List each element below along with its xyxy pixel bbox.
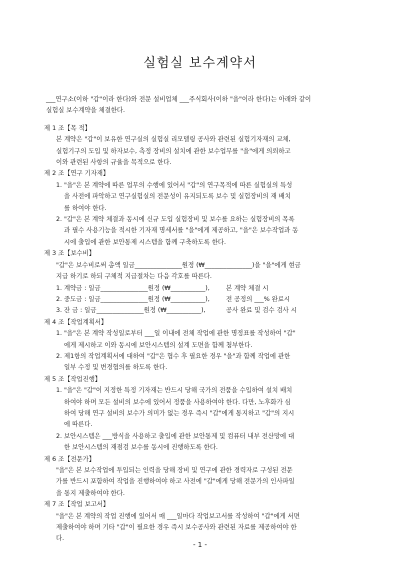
- section-text: 다.: [56, 535, 65, 543]
- section-4: [44, 317, 362, 374]
- clause-line: 한 보안시스템의 재점검 보수를 동시에 진행하도록 한다.: [64, 444, 218, 452]
- section-text: "갑"은 보수비로써 총액 일금_______________원정 (₩_______________)을 "을"에게 현금: [56, 261, 301, 269]
- section-text: 제출하여야 하며 기타 "갑"이 필요한 경우 즉시 보수공사와 관련된 자료를 제공하여야 한: [56, 524, 297, 532]
- clause-line: 1. "을"은 "갑"이 지정한 특정 기자재는 반드시 당해 국가의 전품을 수입하여 설치 배치: [56, 387, 293, 395]
- clause-line: 에게 제시하고 이와 동시에 보안시스템의 설계 도면을 함께 첨부한다.: [64, 341, 253, 349]
- payment-row: [44, 305, 362, 316]
- payment-timing: 전 공정의 ___% 완료시: [226, 295, 291, 303]
- payment-row: [44, 294, 362, 305]
- payment-amount: 1. 계약금 : 일금_______________원정 (₩___________),: [56, 284, 210, 292]
- intro-line: ___연구소(이하 "갑"이라 한다)와 전문 설비업체 ___주식회사(이하 "을"이라 한다)는 아래와 같이: [46, 96, 312, 103]
- contract-body: [44, 94, 362, 545]
- section-heading: 제 6 조【전문가】: [44, 455, 96, 463]
- payment-timing: 공사 완료 및 검수 검사 시: [226, 307, 297, 315]
- clause-line: 일부 수정 및 변경협의를 하도록 한다.: [64, 364, 168, 372]
- clause-line: 1. "을"은 본 계약에 따른 업무의 수행에 있어서 "갑"의 연구목적에 따른 실험실의 특성: [56, 181, 293, 189]
- section-text: 가를 반드시 포함하여 작업을 진행하여야 하고 사전에 "갑"에게 당해 전문가의 인사파일: [56, 478, 295, 486]
- clause-line: 에 따른다.: [64, 421, 93, 429]
- clause-line: 을 사전에 파악하고 연구실험실의 전문성이 유지되도록 보수 및 실험장비의 재 배치: [64, 193, 291, 201]
- clause-line: 하여야 하며 모든 설비의 보수에 있어서 정품을 사용하여야 한다. 다만, 노후화가 심: [64, 398, 291, 406]
- clause-line: 2. 보안시스템은 ___방식을 사용하고 출입에 관한 보안통제 및 컴퓨터 내부 전산망에 대: [56, 432, 295, 440]
- section-2: [44, 168, 362, 248]
- section-7: [44, 499, 362, 545]
- clause-line: 2. "갑"은 본 계약 체결과 동시에 신규 도입 실험장비 및 보수를 요하는 실험장비의 목록: [56, 216, 295, 224]
- section-heading: 제 2 조【연구 기자재】: [44, 170, 110, 178]
- section-heading: 제 5 조【작업진행】: [44, 375, 102, 383]
- section-text: 본 계약은 "갑"이 보유한 연구실의 실험실 리모델링 공사와 관련된 실험기자재의 교체,: [56, 136, 291, 144]
- clause-line: 를 하여야 한다.: [64, 204, 107, 212]
- section-1: [44, 123, 362, 169]
- clause-line: 2. 제1항의 작업계획서에 대하여 "갑"은 협수 후 필요한 경우 "을"과 함께 작업에 관한: [56, 352, 291, 360]
- section-6: [44, 454, 362, 500]
- clause-line: 시에 출입에 관한 보안통제 시스템을 함께 구축하도록 한다.: [64, 238, 226, 246]
- payment-amount: 2. 중도금 : 일금_______________원정 (₩___________),: [56, 295, 210, 303]
- section-text: 지급 하기로 하되 구체적 지급절차는 다음 각호를 따른다.: [56, 273, 212, 281]
- payment-row: [44, 283, 362, 294]
- section-heading: 제 3 조【보수비】: [44, 250, 96, 258]
- section-heading: 제 7 조【작업 보고서】: [44, 501, 110, 509]
- clause-line: 과 필수 사용기능을 적시한 기자재 명세서를 "을"에게 제공하고, "을"은 보수작업과 동: [64, 227, 299, 235]
- section-heading: 제 1 조【목 적】: [44, 124, 91, 132]
- section-5: [44, 374, 362, 454]
- payment-amount: 3. 잔 금 : 일금_______________원정 (₩___________),: [56, 307, 206, 315]
- intro-line: 실험실 보수계약을 체결한다.: [46, 107, 125, 115]
- section-text: 실험기구의 도입 및 하자보수, 측정 장비의 설치에 관한 보수업무를 "을"에게 의뢰하고: [56, 147, 291, 155]
- section-text: 이와 관련된 사항의 규율을 목적으로 한다.: [56, 159, 172, 167]
- clause-line: 하여 당해 연구 설비의 보수가 의미가 없는 경우 즉시 "갑"에게 통지하고 "갑"의 지시: [64, 409, 295, 417]
- section-3: [44, 248, 362, 316]
- section-heading: 제 4 조【작업계획서】: [44, 318, 108, 326]
- payment-timing: 본 계약 체결 시: [226, 284, 269, 292]
- section-text: 을 통지 제출하여야 한다.: [56, 489, 125, 497]
- page-number: - 1 -: [193, 541, 207, 549]
- section-text: "을"은 본 보수작업에 투입되는 인력을 당해 장비 및 연구에 관한 경력자로 구성된 전문: [56, 467, 293, 474]
- clause-line: 1. "을"은 본 계약 작성일로부터 ___일 이내에 전체 작업에 관한 명정표를 작성하여 "갑": [56, 330, 296, 338]
- document-title: 실험실 보수계약서: [143, 56, 257, 71]
- section-text: "을"은 본 계약의 작업 진행에 있어서 매 ___일마다 작업보고서를 작성하여 "갑"에게 서면: [56, 512, 300, 520]
